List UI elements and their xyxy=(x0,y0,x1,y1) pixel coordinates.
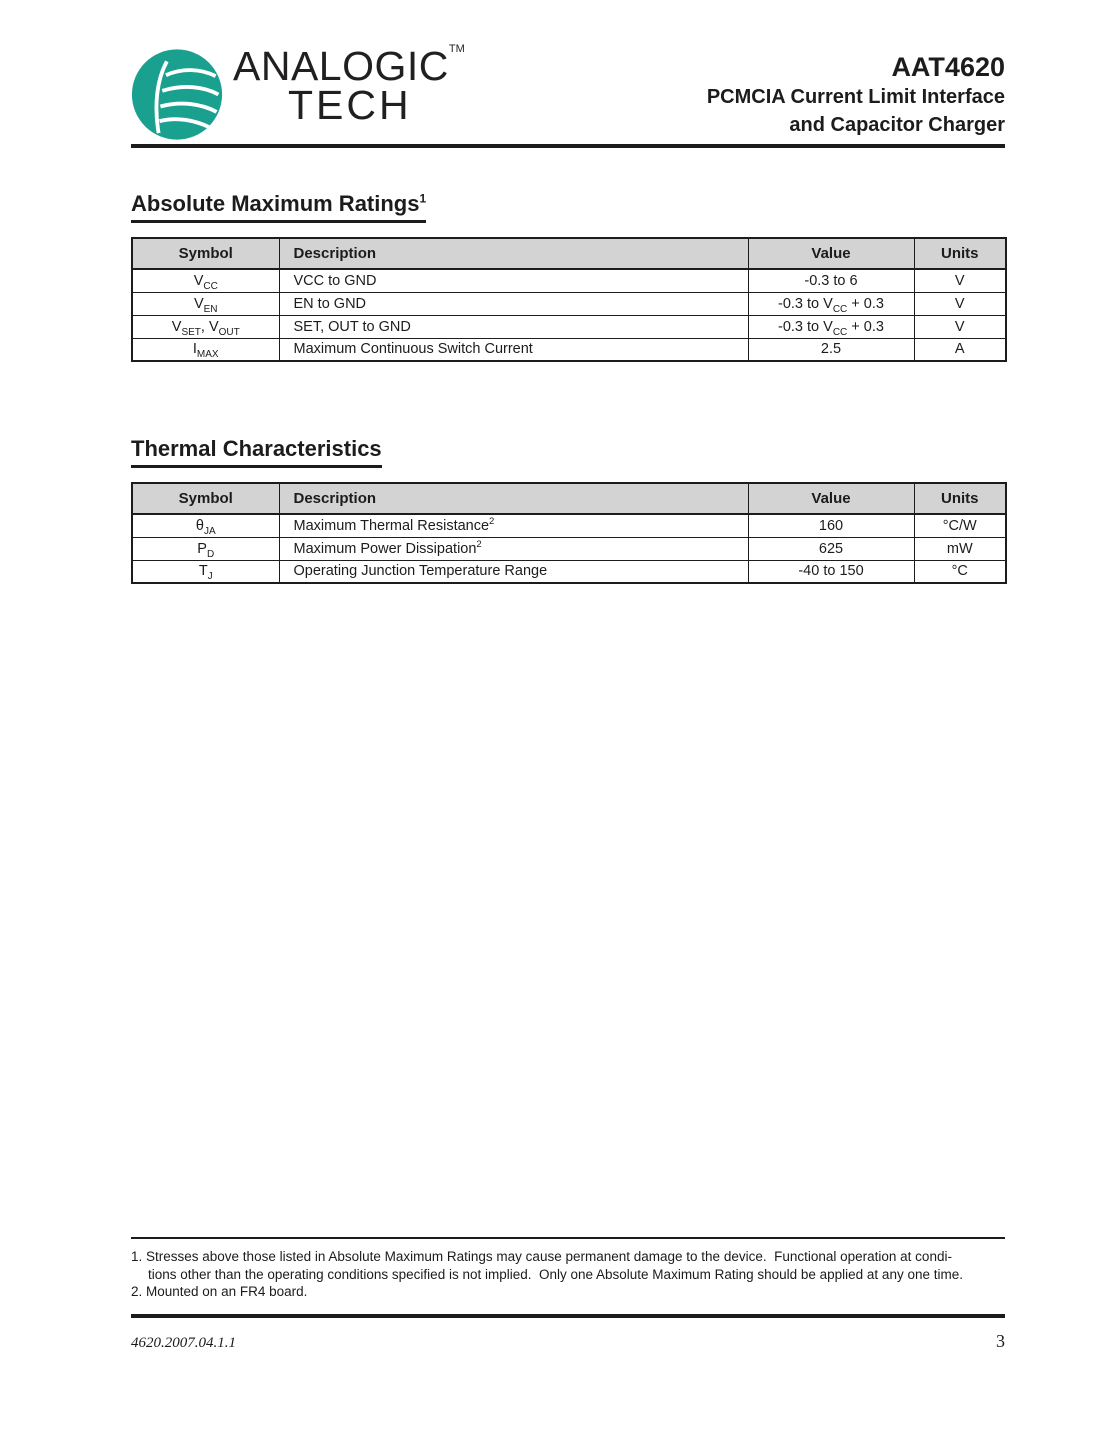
description-cell: Maximum Continuous Switch Current xyxy=(279,338,748,361)
table-row xyxy=(132,338,1006,361)
symbol-cell: $I_{MAX}$ xyxy=(132,338,279,361)
footnotes-list xyxy=(131,1248,1005,1301)
document-subtitle-line1: PCMCIA Current Limit Interface xyxy=(706,85,1005,108)
description-cell: Operating Junction Temperature Range xyxy=(279,560,748,583)
header-row xyxy=(132,238,1006,269)
wordmark-analogic: ANALOGIC™ xyxy=(233,43,465,89)
value-cell: 2.5 xyxy=(748,338,914,361)
column-header: Units xyxy=(914,483,1006,514)
table-row xyxy=(132,537,1006,560)
footnote-line: tions other than the operating conditions specified is not implied. Only one Absolute Maximum Rating should be applied at any one time. xyxy=(148,1266,963,1282)
column-header: Symbol xyxy=(132,238,279,269)
page-footer xyxy=(131,1314,1005,1352)
table-row xyxy=(132,269,1006,292)
footnote-ref: 1 xyxy=(419,191,427,206)
table-row xyxy=(132,514,1006,537)
column-header: Symbol xyxy=(132,483,279,514)
document-code: 4620.2007.04.1.1 xyxy=(131,1335,236,1351)
description-cell: EN to GND xyxy=(279,292,748,315)
units-cell: mW xyxy=(914,537,1006,560)
value-cell: -0.3 to $V_{CC} + 0.3$ xyxy=(748,315,914,338)
symbol-cell: $P_D$ xyxy=(132,537,279,560)
page-number: 3 xyxy=(996,1331,1005,1351)
column-header: Description xyxy=(279,483,748,514)
table-row xyxy=(132,292,1006,315)
symbol-cell: $V_{CC}$ xyxy=(132,269,279,292)
value-cell: -0.3 to 6 xyxy=(748,269,914,292)
section-heading-thermal-characteristics: Thermal Characteristics xyxy=(131,436,1005,468)
units-cell: °C xyxy=(914,560,1006,583)
description-cell: VCC to GND xyxy=(279,269,748,292)
column-header: Value xyxy=(748,483,914,514)
column-header: Value xyxy=(748,238,914,269)
footnotes-block xyxy=(131,1237,1005,1301)
units-cell: V xyxy=(914,315,1006,338)
value-cell: 160 xyxy=(748,514,914,537)
value-cell: 625 xyxy=(748,537,914,560)
symbol-cell: $\theta_{JA}$ xyxy=(132,514,279,537)
table-row xyxy=(132,315,1006,338)
symbol-cell: $V_{SET}$, $V_{OUT}$ xyxy=(132,315,279,338)
section-heading-absolute-maximum-ratings: Absolute Maximum Ratings$^1$ xyxy=(131,191,1005,223)
document-titles xyxy=(707,48,1005,139)
table-row xyxy=(132,560,1006,583)
units-cell: °C/W xyxy=(914,514,1006,537)
page-header xyxy=(131,0,1005,141)
footnote-line: 1. Stresses above those listed in Absolute Maximum Ratings may cause permanent damage to the device. Functional operation at condi- xyxy=(131,1249,952,1264)
document-subtitle-line2: and Capacitor Charger xyxy=(789,113,1005,136)
footer-divider xyxy=(131,1314,1005,1318)
header-divider xyxy=(131,144,1005,148)
brand-wordmark xyxy=(233,44,465,126)
symbol-cell: $V_{EN}$ xyxy=(132,292,279,315)
footnotes-divider xyxy=(131,1237,1005,1239)
description-cell: SET, OUT to GND xyxy=(279,315,748,338)
wordmark-tech: TECH xyxy=(288,82,412,128)
thermal-characteristics-table xyxy=(131,482,1007,584)
units-cell: A xyxy=(914,338,1006,361)
absolute-maximum-ratings-table xyxy=(131,237,1007,362)
analogictech-logo-icon xyxy=(131,48,223,141)
header-row xyxy=(132,483,1006,514)
footnote-line: 2. Mounted on an FR4 board. xyxy=(131,1284,308,1299)
part-number: AAT4620 xyxy=(891,52,1005,82)
brand-block xyxy=(131,43,465,141)
datasheet-page xyxy=(131,0,1005,584)
column-header: Units xyxy=(914,238,1006,269)
description-cell: Maximum Power Dissipation$^2$ xyxy=(279,537,748,560)
units-cell: V xyxy=(914,292,1006,315)
units-cell: V xyxy=(914,269,1006,292)
description-cell: Maximum Thermal Resistance$^2$ xyxy=(279,514,748,537)
symbol-cell: $T_J$ xyxy=(132,560,279,583)
trademark-symbol: TM xyxy=(448,43,465,55)
value-cell: -40 to 150 xyxy=(748,560,914,583)
value-cell: -0.3 to $V_{CC} + 0.3$ xyxy=(748,292,914,315)
column-header: Description xyxy=(279,238,748,269)
